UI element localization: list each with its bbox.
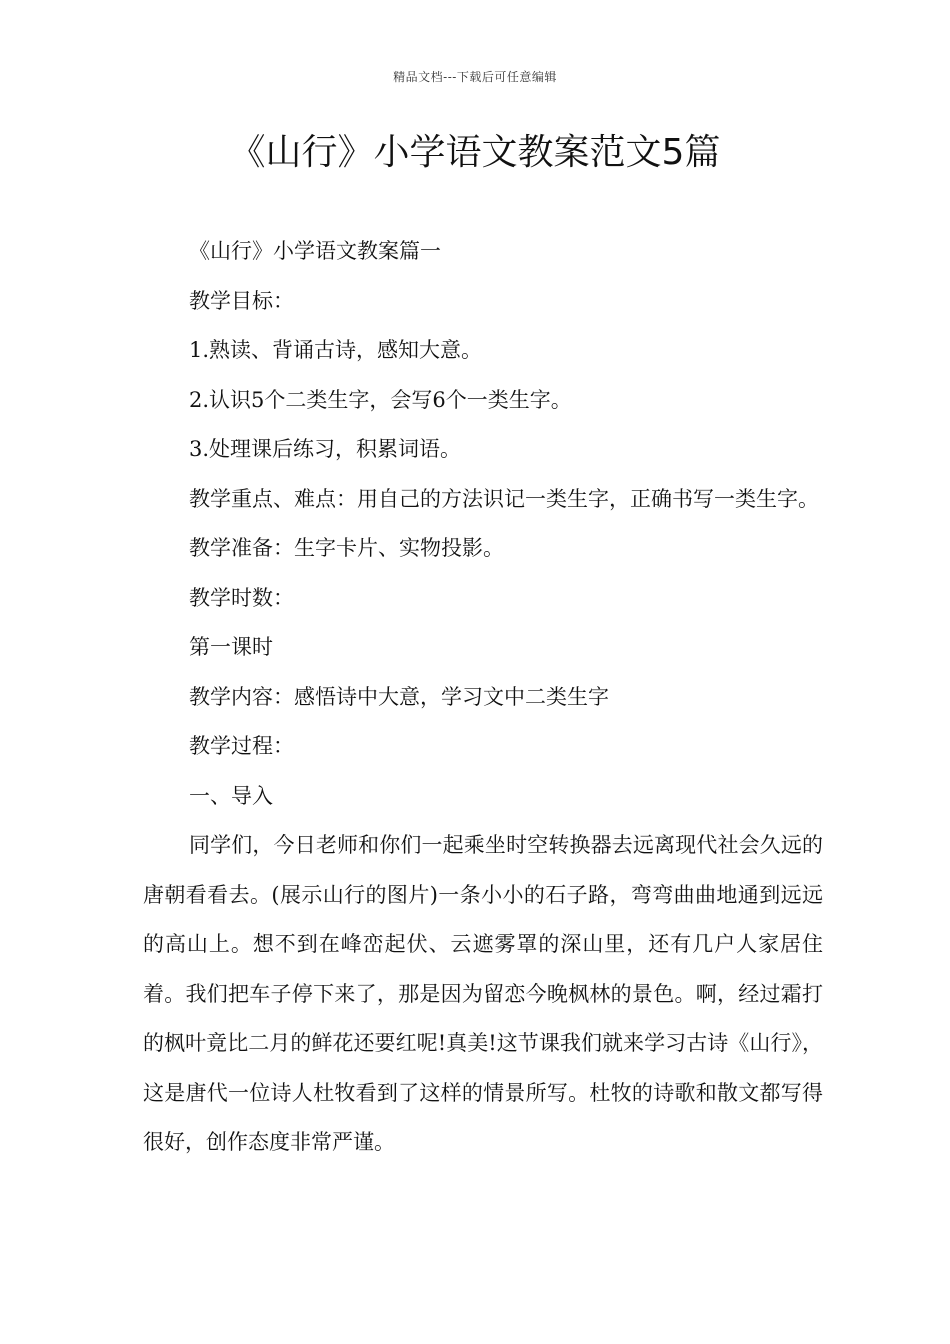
list-item-goal-2: 2.认识5个二类生字，会写6个一类生字。 xyxy=(189,387,572,412)
page-header: 精品文档---下载后可任意编辑 xyxy=(393,70,557,84)
paragraph-intro-heading: 一、导入 xyxy=(189,783,273,808)
paragraph-intro-text: 同学们，今日老师和你们一起乘坐时空转换器去远离现代社会久远的唐朝看看去。(展示山行的图片)一条小小的石子路，弯弯曲曲地通到远远的高山上。想不到在峰峦起伏、云遮雾罩的深山里，还有几户人家居住着。我们把车子停下来了，那是因为留恋今晚枫林的景色。啊，经过霜打的枫叶竟比二月的鲜花还要红呢!真美!这节课我们就来学习古诗《山行》，这是唐代一位诗人杜牧看到了这样的情景所写。杜牧的诗歌和散文都写得很好，创作态度非常严谨。 xyxy=(143,833,823,1154)
document-body xyxy=(143,227,823,1168)
document-title: 《山行》小学语文教案范文5篇 xyxy=(229,132,721,173)
paragraph-first-lesson: 第一课时 xyxy=(189,635,273,659)
list-item-goal-1: 1.熟读、背诵古诗，感知大意。 xyxy=(189,338,483,362)
paragraph-preparation: 教学准备：生字卡片、实物投影。 xyxy=(189,536,504,560)
paragraph-hours-label: 教学时数： xyxy=(189,585,294,610)
section-heading: 《山行》小学语文教案篇一 xyxy=(189,239,441,263)
paragraph-process-label: 教学过程： xyxy=(189,734,294,758)
list-item-goal-3: 3.处理课后练习，积累词语。 xyxy=(189,437,462,461)
paragraph-teaching-goals-label: 教学目标： xyxy=(189,288,294,313)
paragraph-key-points: 教学重点、难点：用自己的方法识记一类生字，正确书写一类生字。 xyxy=(189,486,819,511)
paragraph-content: 教学内容：感悟诗中大意，学习文中二类生字 xyxy=(189,684,609,709)
